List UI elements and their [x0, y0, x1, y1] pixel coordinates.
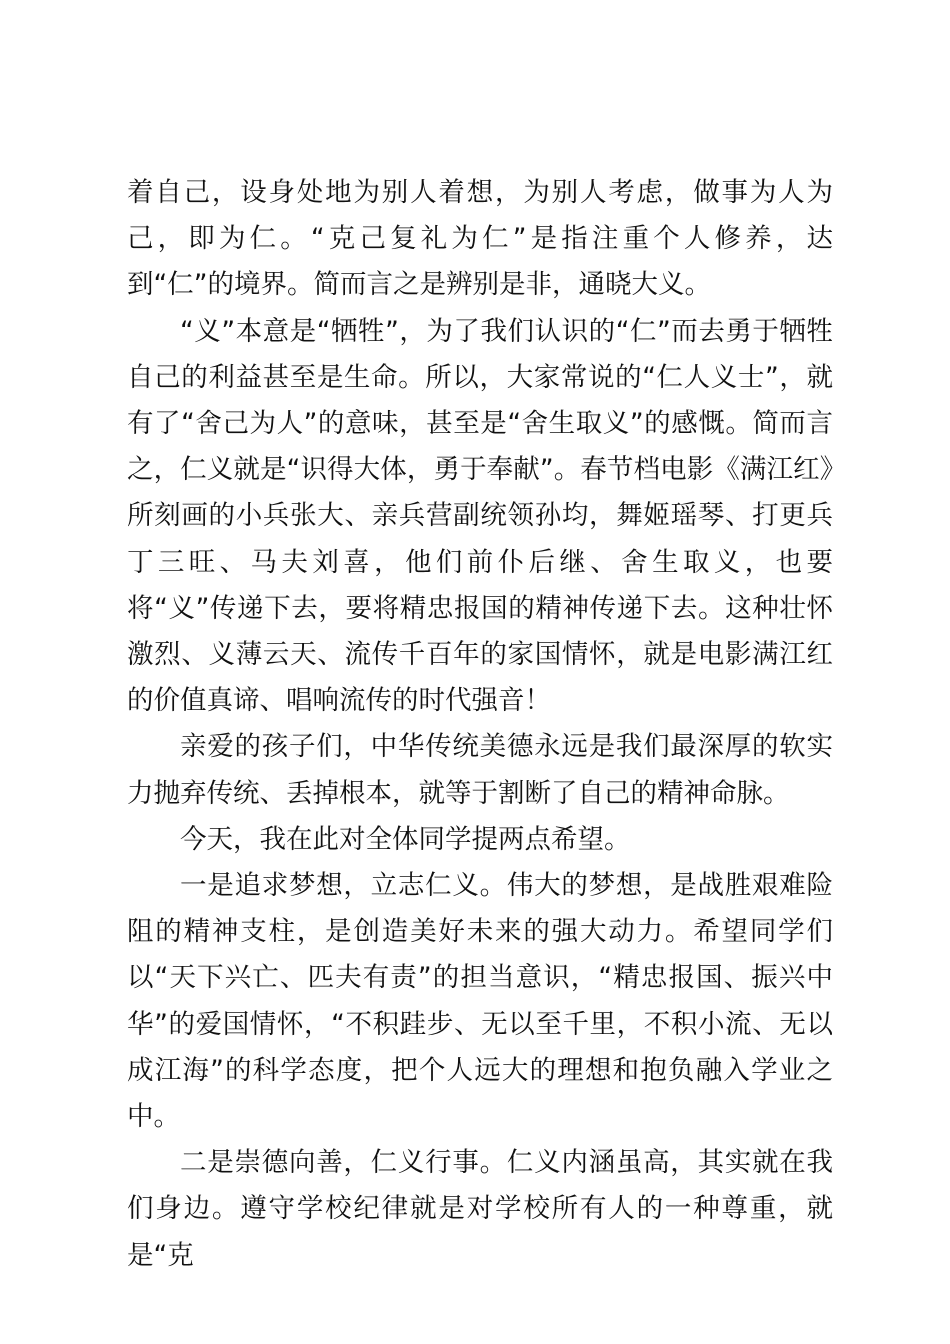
- body-text: [127, 170, 833, 1279]
- paragraph-1: 着自己，设身处地为别人着想，为别人考虑，做事为人为己，即为仁。“克己复礼为仁”是指注重个人修养，达到“仁”的境界。简而言之是辨别是非，通晓大义。: [127, 177, 833, 301]
- paragraph-3: 亲爱的孩子们，中华传统美德永远是我们最深厚的软实力抛弃传统、丢掉根本，就等于割断了自己的精神命脉。: [127, 731, 833, 809]
- paragraph-6: 二是崇德向善，仁义行事。仁义内涵虽高，其实就在我们身边。遵守学校纪律就是对学校所有人的一种尊重，就是“克: [127, 1147, 833, 1271]
- paragraph-5: 一是追求梦想，立志仁义。伟大的梦想，是战胜艰难险阻的精神支柱，是创造美好未来的强大动力。希望同学们以“天下兴亡、匹夫有责”的担当意识，“精忠报国、振兴中华”的爱国情怀，“不积跬步、无以至千里，不积小流、无以成江海”的科学态度，把个人远大的理想和抱负融入学业之中。: [127, 870, 833, 1133]
- paragraph-4: 今天，我在此对全体同学提两点希望。: [180, 823, 631, 855]
- paragraph-2: “义”本意是“牺牲”，为了我们认识的“仁”而去勇于牺牲自己的利益甚至是生命。所以，大家常说的“仁人义士”，就有了“舍己为人”的意味，甚至是“舍生取义”的感慨。简而言之，仁义就是“识得大体，勇于奉献”。春节档电影《满江红》所刻画的小兵张大、亲兵营副统领孙均，舞姬瑶琴、打更兵丁三旺、马夫刘喜，他们前仆后继、舍生取义，也要将“义”传递下去，要将精忠报国的精神传递下去。这种壮怀激烈、义薄云天、流传千百年的家国情怀，就是电影满江红的价值真谛、唱响流传的时代强音！: [127, 315, 833, 717]
